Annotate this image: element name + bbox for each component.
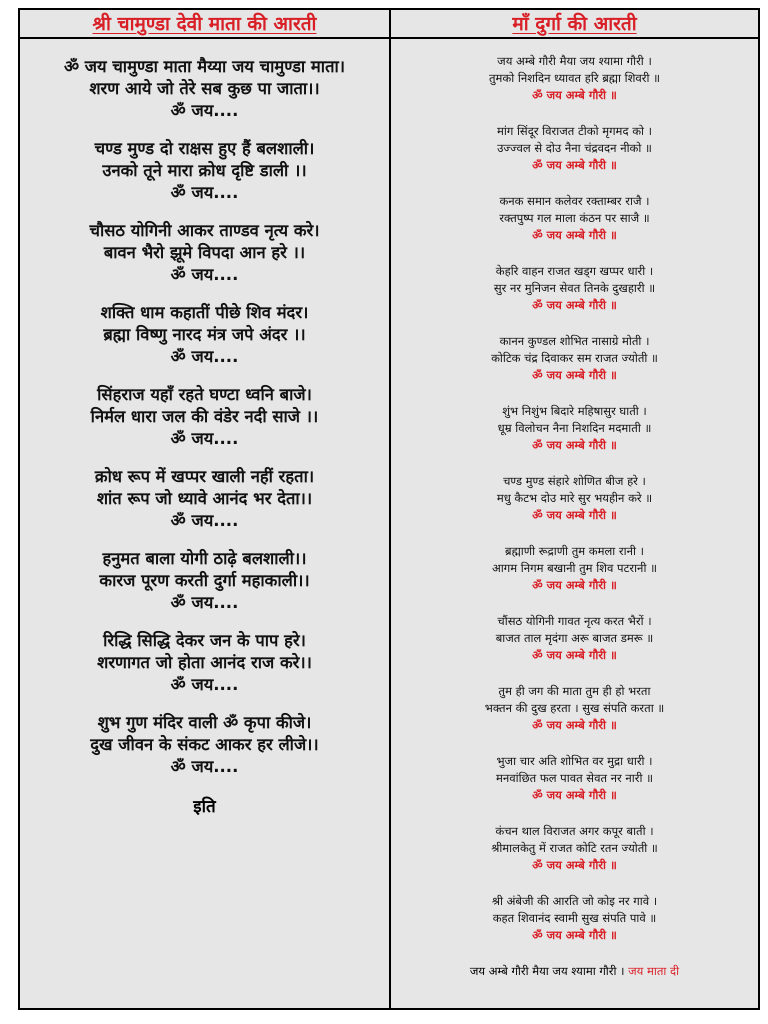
refrain: ॐ जय अम्बे गौरी ॥ xyxy=(532,648,617,662)
stanza xyxy=(391,823,758,874)
verse-line: हनुमत बाला योगी ठाढ़े बलशाली।। xyxy=(102,549,307,568)
verse-line: उज्ज्वल से दोउ नैना चंद्रवदन नीको ॥ xyxy=(497,141,652,155)
refrain: ॐ जय अम्बे गौरी ॥ xyxy=(532,788,617,802)
stanza xyxy=(20,630,389,696)
verse-line: ब्रह्मा विष्णु नारद मंत्र जपे अंदर ।। xyxy=(103,325,306,344)
stanza xyxy=(391,543,758,594)
refrain: ॐ जय अम्बे गौरी ॥ xyxy=(532,858,617,872)
verse-line: कनक समान कलेवर रक्ताम्बर राजै । xyxy=(499,194,650,208)
verse-line: जय अम्बे गौरी मैया जय श्यामा गौरी । xyxy=(497,54,652,68)
verse-line: चण्ड मुण्ड संहारे शोणित बीज हरे । xyxy=(503,474,646,488)
refrain: ॐ जय अम्बे गौरी ॥ xyxy=(532,928,617,942)
verse-line: कंचन थाल विराजत अगर कपूर बाती । xyxy=(495,824,654,838)
refrain: ॐ जय.... xyxy=(170,675,239,694)
verse-line: तुम ही जग की माता तुम ही हो भरता xyxy=(498,684,651,698)
verse-line: धूम्र विलोचन नैना निशदिन मदमाती ॥ xyxy=(497,421,652,435)
stanza xyxy=(391,683,758,734)
verse-line: शुंभ निशुंभ बिदारे महिषासुर घाती । xyxy=(502,404,647,418)
refrain: ॐ जय अम्बे गौरी ॥ xyxy=(532,158,617,172)
stanza xyxy=(20,466,389,532)
verse-line: सिंहराज यहाँ रहते घण्टा ध्वनि बाजे। xyxy=(97,385,312,404)
verse-line: शरणागत जो होता आनंद राज करे।। xyxy=(97,653,312,672)
verse-line: शक्ति धाम कहातीं पीछे शिव मंदर। xyxy=(100,303,309,322)
verse-line: शांत रूप जो ध्यावे आनंद भर देता।। xyxy=(96,489,313,508)
refrain: ॐ जय अम्बे गौरी ॥ xyxy=(532,228,617,242)
stanza xyxy=(391,333,758,384)
stanza xyxy=(20,220,389,286)
stanza xyxy=(391,403,758,454)
verse-line: उनको तूने मारा क्रोध दृष्टि डाली ।। xyxy=(102,161,307,180)
verse-line: क्रोध रूप में खप्पर खाली नहीं रहता। xyxy=(94,467,315,486)
refrain: ॐ जय अम्बे गौरी ॥ xyxy=(532,508,617,522)
verse-line: भक्तन की दुख हरता । सुख संपति करता ॥ xyxy=(484,701,665,715)
chamunda-aarti-title: श्री चामुण्डा देवी माता की आरती xyxy=(20,10,389,39)
stanza xyxy=(20,56,389,122)
verse-line: शुभ गुण मंदिर वाली ॐ कृपा कीजे। xyxy=(97,713,312,732)
chamunda-aarti-column xyxy=(20,10,391,1008)
refrain: ॐ जय अम्बे गौरी ॥ xyxy=(532,718,617,732)
refrain: ॐ जय.... xyxy=(170,593,239,612)
stanza xyxy=(20,384,389,450)
closing-line xyxy=(391,963,758,980)
refrain: ॐ जय अम्बे गौरी ॥ xyxy=(532,368,617,382)
verse-line: शरण आये जो तेरे सब कुछ पा जाता।। xyxy=(89,79,320,98)
verse-line: निर्मल धारा जल की वंडेर नदी साजे ।। xyxy=(90,407,319,426)
refrain: ॐ जय अम्बे गौरी ॥ xyxy=(532,578,617,592)
verse-line: मधु कैटभ दोउ मारे सुर भयहीन करे ॥ xyxy=(496,491,653,505)
stanza xyxy=(391,613,758,664)
stanza xyxy=(391,263,758,314)
verse-line: बाजत ताल मृदंगा अरू बाजत डमरू ॥ xyxy=(495,631,654,645)
closing-iti: इति xyxy=(193,797,216,817)
verse-line: चौसठ योगिनी आकर ताण्डव नृत्य करे। xyxy=(89,221,320,240)
stanza xyxy=(20,302,389,368)
verse-line: कहत शिवानंद स्वामी सुख संपति पावे ॥ xyxy=(492,911,657,925)
verse-line: चौंसठ योगिनी गावत नृत्य करत भैरों । xyxy=(497,614,652,628)
refrain: ॐ जय अम्बे गौरी ॥ xyxy=(532,88,617,102)
refrain: ॐ जय.... xyxy=(170,511,239,530)
verse-line: कोटिक चंद्र दिवाकर सम राजत ज्योती ॥ xyxy=(491,351,658,365)
refrain: ॐ जय.... xyxy=(170,347,239,366)
verse-line: भुजा चार अति शोभित वर मुद्रा धारी । xyxy=(496,754,653,768)
verse-line: कारज पूरण करती दुर्गा महाकाली।। xyxy=(99,571,310,590)
verse-line: बावन भैरो झूमे विपदा आन हरे ।। xyxy=(103,243,306,262)
refrain: ॐ जय.... xyxy=(170,101,239,120)
stanza xyxy=(20,712,389,778)
verse-line: रिद्धि सिद्धि देकर जन के पाप हरे। xyxy=(103,631,306,650)
verse-line: ॐ जय चामुण्डा माता मैय्या जय चामुण्डा माता। xyxy=(63,57,345,76)
verse-line: आगम निगम बखानी तुम शिव पटरानी ॥ xyxy=(492,561,657,575)
jai-mata-di: जय माता दी xyxy=(628,964,680,978)
refrain: ॐ जय.... xyxy=(170,429,239,448)
durga-aarti-title: माँ दुर्गा की आरती xyxy=(391,10,758,39)
aarti-sheet xyxy=(18,8,760,1010)
verse-line: तुमको निशदिन ध्यावत हरि ब्रह्मा शिवरी ॥ xyxy=(488,71,661,85)
stanza xyxy=(20,138,389,204)
verse-line: कानन कुण्डल शोभित नासाग्रे मोती । xyxy=(499,334,650,348)
refrain: ॐ जय.... xyxy=(170,757,239,776)
closing-text: जय अम्बे गौरी मैया जय श्यामा गौरी । xyxy=(469,964,629,978)
verse-line: मांग सिंदूर विराजत टीको मृगमद को । xyxy=(496,124,653,138)
stanza xyxy=(391,753,758,804)
verse-line: दुख जीवन के संकट आकर हर लीजे।। xyxy=(90,735,319,754)
stanza xyxy=(391,473,758,524)
verse-line: रक्तपुष्प गल माला कंठन पर साजै ॥ xyxy=(499,211,650,225)
chamunda-aarti-body xyxy=(20,39,389,817)
refrain: ॐ जय.... xyxy=(170,183,239,202)
stanza xyxy=(391,893,758,944)
verse-line: चण्ड मुण्ड दो राक्षस हुए हैं बलशाली। xyxy=(94,139,315,158)
stanza xyxy=(391,123,758,174)
stanza xyxy=(20,548,389,614)
durga-aarti-column xyxy=(391,10,758,1008)
stanza xyxy=(391,53,758,104)
refrain: ॐ जय.... xyxy=(170,265,239,284)
stanza xyxy=(391,193,758,244)
verse-line: केहरि वाहन राजत खड्ग खप्पर धारी । xyxy=(495,264,654,278)
refrain: ॐ जय अम्बे गौरी ॥ xyxy=(532,298,617,312)
verse-line: श्रीमालकेतु में राजत कोटि रतन ज्योती ॥ xyxy=(491,841,658,855)
verse-line: मनवांछित फल पावत सेवत नर नारी ॥ xyxy=(495,771,654,785)
verse-line: श्री अंबेजी की आरति जो कोइ नर गावे । xyxy=(491,894,658,908)
durga-aarti-body xyxy=(391,39,758,980)
verse-line: ब्रह्माणी रूद्राणी तुम कमला रानी । xyxy=(505,544,644,558)
refrain: ॐ जय अम्बे गौरी ॥ xyxy=(532,438,617,452)
verse-line: सुर नर मुनिजन सेवत तिनके दुखहारी ॥ xyxy=(493,281,656,295)
